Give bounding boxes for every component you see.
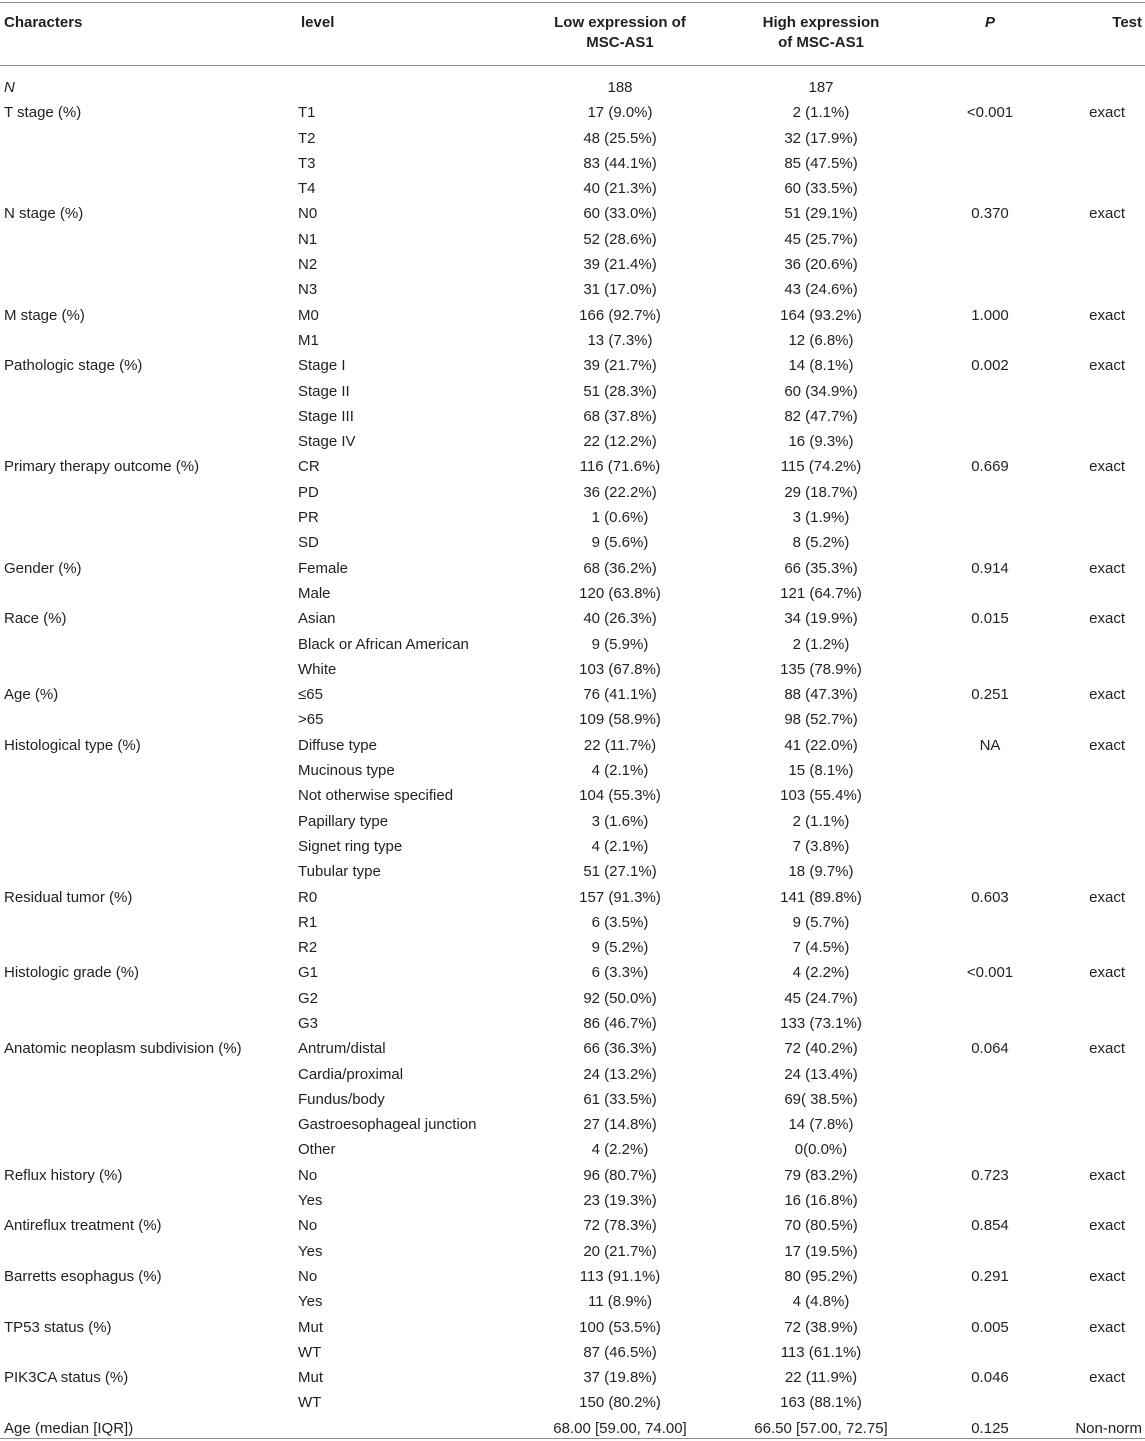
cell-p: 0.914	[971, 559, 1009, 577]
cell-low: 9 (5.9%)	[591, 635, 649, 653]
cell-low: 113 (91.1%)	[579, 1267, 661, 1285]
cell-p: 0.669	[971, 458, 1009, 476]
cell-characters: Age (%)	[4, 686, 59, 704]
cell-level: Other	[298, 1141, 336, 1159]
cell-p: 0.002	[971, 357, 1009, 375]
cell-low: 4 (2.2%)	[591, 1141, 649, 1159]
table-row	[0, 758, 1145, 783]
header-low-line1: Low expression of	[554, 14, 686, 31]
table-row	[0, 910, 1145, 935]
cell-test: exact	[1089, 559, 1125, 577]
cell-test: exact	[1089, 1217, 1125, 1235]
cell-low: 22 (11.7%)	[583, 736, 657, 754]
cell-p: 0.370	[971, 205, 1009, 223]
header-high-line1: High expression	[762, 14, 880, 31]
table-row	[0, 277, 1145, 302]
table-row	[0, 1264, 1145, 1289]
cell-high: 41 (22.0%)	[784, 736, 858, 754]
cell-level: Mucinous type	[298, 762, 395, 780]
table-row	[0, 986, 1145, 1011]
table-row	[0, 935, 1145, 960]
cell-characters: T stage (%)	[4, 104, 82, 122]
cell-level: Yes	[298, 1242, 323, 1260]
cell-test: exact	[1089, 104, 1125, 122]
cell-high: 60 (33.5%)	[784, 180, 858, 198]
table-row	[0, 1390, 1145, 1415]
cell-test: exact	[1089, 357, 1125, 375]
cell-level: No	[298, 1217, 318, 1235]
cell-low: 51 (27.1%)	[583, 863, 657, 881]
cell-characters: Race (%)	[4, 610, 67, 628]
table-row	[0, 328, 1145, 353]
table-body	[0, 75, 1145, 1441]
table-row	[0, 227, 1145, 252]
cell-high: 7 (3.8%)	[792, 837, 850, 855]
cell-p: 0.064	[971, 1040, 1009, 1058]
cell-high: 14 (7.8%)	[788, 1116, 854, 1134]
cell-high: 115 (74.2%)	[780, 458, 862, 476]
table-row	[0, 657, 1145, 682]
cell-p: 1.000	[971, 306, 1009, 324]
cell-high: 2 (1.2%)	[792, 635, 850, 653]
cell-p: NA	[979, 736, 1001, 754]
cell-low: 86 (46.7%)	[583, 1014, 657, 1032]
cell-low: 24 (13.2%)	[583, 1065, 657, 1083]
header-rule	[0, 65, 1145, 66]
cell-high: 15 (8.1%)	[788, 762, 854, 780]
cell-high: 98 (52.7%)	[784, 711, 858, 729]
cell-level: No	[298, 1166, 318, 1184]
cell-level: Yes	[298, 1293, 323, 1311]
cell-low: 3 (1.6%)	[591, 812, 649, 830]
cell-characters: Residual tumor (%)	[4, 888, 133, 906]
cell-high: 80 (95.2%)	[784, 1267, 858, 1285]
cell-level: G2	[298, 989, 319, 1007]
cell-level: CR	[298, 458, 320, 476]
table-row	[0, 834, 1145, 859]
cell-low: 9 (5.6%)	[591, 534, 649, 552]
cell-high: 16 (16.8%)	[784, 1192, 858, 1210]
cell-low: 36 (22.2%)	[583, 483, 657, 501]
cell-high: 163 (88.1%)	[780, 1394, 862, 1412]
cell-high: 24 (13.4%)	[784, 1065, 858, 1083]
cell-high: 43 (24.6%)	[784, 281, 858, 299]
cell-high: 72 (38.9%)	[784, 1318, 858, 1336]
cell-low: 40 (26.3%)	[583, 610, 657, 628]
cell-level: Mut	[298, 1318, 324, 1336]
cell-low: 66 (36.3%)	[583, 1040, 657, 1058]
cell-level: ≤65	[298, 686, 323, 704]
cell-characters: Gender (%)	[4, 559, 82, 577]
cell-level: No	[298, 1267, 318, 1285]
cell-level: Female	[298, 559, 349, 577]
cell-level: N2	[298, 256, 318, 274]
cell-low: 40 (21.3%)	[583, 180, 657, 198]
table-row	[0, 885, 1145, 910]
table-row	[0, 1239, 1145, 1264]
cell-low: 23 (19.3%)	[583, 1192, 657, 1210]
cell-low: 22 (12.2%)	[583, 433, 657, 451]
cell-test: exact	[1089, 686, 1125, 704]
cell-level: Male	[298, 584, 331, 602]
cell-low: 100 (53.5%)	[579, 1318, 661, 1336]
cell-high: 72 (40.2%)	[784, 1040, 858, 1058]
cell-test: exact	[1089, 1369, 1125, 1387]
cell-low: 60 (33.0%)	[583, 205, 657, 223]
cell-characters: Histologic grade (%)	[4, 964, 140, 982]
table-row	[0, 201, 1145, 226]
table-row	[0, 1315, 1145, 1340]
cell-low: 13 (7.3%)	[587, 331, 653, 349]
cell-low: 76 (41.1%)	[583, 686, 657, 704]
cell-high: 36 (20.6%)	[784, 256, 858, 274]
table-row	[0, 581, 1145, 606]
cell-level: Stage II	[298, 382, 350, 400]
cell-high: 45 (24.7%)	[784, 989, 858, 1007]
cell-characters: Anatomic neoplasm subdivision (%)	[4, 1040, 242, 1058]
cell-test: exact	[1089, 306, 1125, 324]
cell-high: 85 (47.5%)	[784, 154, 858, 172]
cell-level: SD	[298, 534, 319, 552]
cell-high: 135 (78.9%)	[780, 660, 862, 678]
cell-low: 188	[607, 79, 633, 96]
table-row	[0, 1112, 1145, 1137]
table-row	[0, 379, 1145, 404]
cell-level: WT	[298, 1394, 322, 1412]
table-row	[0, 1213, 1145, 1238]
cell-low: 61 (33.5%)	[583, 1090, 657, 1108]
table-row	[0, 252, 1145, 277]
cell-high: 2 (1.1%)	[792, 812, 850, 830]
cell-high: 141 (89.8%)	[780, 888, 862, 906]
cell-high: 69( 38.5%)	[784, 1090, 858, 1108]
table-row	[0, 1163, 1145, 1188]
cell-characters: Histological type (%)	[4, 736, 141, 754]
cell-level: Mut	[298, 1369, 324, 1387]
header-level: level	[301, 14, 335, 31]
cell-high: 14 (8.1%)	[788, 357, 854, 375]
table-row	[0, 303, 1145, 328]
cell-low: 17 (9.0%)	[587, 104, 653, 122]
table-row	[0, 556, 1145, 581]
table-row	[0, 1188, 1145, 1213]
header-low-expression	[530, 13, 710, 53]
cell-characters: PIK3CA status (%)	[4, 1369, 129, 1387]
cell-low: 68.00 [59.00, 74.00]	[553, 1419, 687, 1437]
cell-low: 68 (37.8%)	[583, 407, 657, 425]
table-row	[0, 404, 1145, 429]
cell-low: 72 (78.3%)	[583, 1217, 657, 1235]
cell-high: 9 (5.7%)	[792, 913, 850, 931]
cell-p: <0.001	[966, 964, 1014, 982]
cell-low: 39 (21.7%)	[583, 357, 657, 375]
table-row	[0, 454, 1145, 479]
cell-characters: Barretts esophagus (%)	[4, 1267, 162, 1285]
cell-level: Signet ring type	[298, 837, 403, 855]
table-row	[0, 783, 1145, 808]
cell-characters: Antireflux treatment (%)	[4, 1217, 162, 1235]
cell-low: 96 (80.7%)	[583, 1166, 657, 1184]
cell-test: exact	[1089, 458, 1125, 476]
cell-level: Cardia/proximal	[298, 1065, 404, 1083]
cell-characters: N stage (%)	[4, 205, 84, 223]
table-row	[0, 151, 1145, 176]
table-row	[0, 682, 1145, 707]
cell-high: 121 (64.7%)	[780, 584, 862, 602]
cell-high: 12 (6.8%)	[788, 331, 854, 349]
cell-test: exact	[1089, 1267, 1125, 1285]
cell-level: PR	[298, 509, 319, 527]
cell-characters: M stage (%)	[4, 306, 85, 324]
table-row	[0, 1011, 1145, 1036]
table-row	[0, 429, 1145, 454]
cell-high: 103 (55.4%)	[780, 787, 862, 805]
cell-characters: N	[4, 79, 15, 96]
cell-low: 51 (28.3%)	[583, 382, 657, 400]
cell-low: 11 (8.9%)	[588, 1293, 652, 1311]
cell-high: 82 (47.7%)	[784, 407, 858, 425]
cell-p: 0.015	[971, 610, 1009, 628]
cell-level: R0	[298, 888, 318, 906]
header-characters: Characters	[4, 14, 83, 31]
cell-low: 52 (28.6%)	[583, 230, 657, 248]
table-row	[0, 606, 1145, 631]
cell-level: Not otherwise specified	[298, 787, 454, 805]
cell-low: 166 (92.7%)	[579, 306, 661, 324]
cell-level: Yes	[298, 1192, 323, 1210]
header-high-expression	[731, 13, 911, 53]
cell-p: <0.001	[966, 104, 1014, 122]
cell-high: 66 (35.3%)	[784, 559, 858, 577]
table-row	[0, 809, 1145, 834]
cell-level: PD	[298, 483, 319, 501]
cell-level: Antrum/distal	[298, 1040, 386, 1058]
table-row	[0, 707, 1145, 732]
cell-level: T2	[298, 129, 316, 147]
cell-low: 4 (2.1%)	[591, 837, 649, 855]
cell-low: 6 (3.5%)	[591, 913, 649, 931]
cell-low: 150 (80.2%)	[579, 1394, 661, 1412]
cell-level: White	[298, 660, 337, 678]
cell-test: exact	[1089, 205, 1125, 223]
table-row	[0, 1365, 1145, 1390]
table-row	[0, 960, 1145, 985]
cell-p: 0.005	[971, 1318, 1009, 1336]
cell-p: 0.046	[971, 1369, 1009, 1387]
cell-level: G3	[298, 1014, 319, 1032]
cell-level: M1	[298, 331, 319, 349]
cell-high: 88 (47.3%)	[784, 686, 858, 704]
table-row	[0, 1036, 1145, 1061]
cell-high: 133 (73.1%)	[780, 1014, 862, 1032]
cell-high: 8 (5.2%)	[792, 534, 850, 552]
cell-test: Non-norm	[1075, 1419, 1142, 1437]
header-high-line2: of MSC-AS1	[778, 34, 864, 51]
cell-low: 37 (19.8%)	[583, 1369, 657, 1387]
cell-high: 0(0.0%)	[794, 1141, 848, 1159]
cell-low: 157 (91.3%)	[579, 888, 661, 906]
cell-characters: Primary therapy outcome (%)	[4, 458, 200, 476]
cell-low: 68 (36.2%)	[583, 559, 657, 577]
cell-high: 17 (19.5%)	[784, 1242, 858, 1260]
cell-low: 39 (21.4%)	[583, 256, 657, 274]
cell-low: 1 (0.6%)	[591, 509, 649, 527]
cell-p: 0.854	[971, 1217, 1009, 1235]
table-row	[0, 733, 1145, 758]
bottom-rule	[0, 1438, 1145, 1439]
cell-low: 31 (17.0%)	[583, 281, 657, 299]
cell-p: 0.125	[971, 1419, 1009, 1437]
cell-high: 60 (34.9%)	[784, 382, 858, 400]
table-row	[0, 632, 1145, 657]
cell-level: T4	[298, 180, 316, 198]
cell-low: 83 (44.1%)	[583, 154, 657, 172]
table-row	[0, 1137, 1145, 1162]
cell-low: 92 (50.0%)	[583, 989, 657, 1007]
cell-test: exact	[1089, 1318, 1125, 1336]
cell-test: exact	[1089, 610, 1125, 628]
cell-high: 29 (18.7%)	[784, 483, 858, 501]
table-row	[0, 505, 1145, 530]
cell-low: 109 (58.9%)	[579, 711, 661, 729]
table-row	[0, 126, 1145, 151]
table-row	[0, 1289, 1145, 1314]
table-row	[0, 530, 1145, 555]
cell-level: Gastroesophageal junction	[298, 1116, 477, 1134]
cell-high: 22 (11.9%)	[784, 1369, 858, 1387]
cell-characters: Pathologic stage (%)	[4, 357, 143, 375]
header-p-value: P	[984, 14, 995, 31]
cell-test: exact	[1089, 964, 1125, 982]
cell-p: 0.291	[971, 1267, 1009, 1285]
cell-level: Stage IV	[298, 433, 356, 451]
cell-level: G1	[298, 964, 319, 982]
cell-level: T1	[298, 104, 316, 122]
cell-level: R1	[298, 913, 318, 931]
table-row	[0, 100, 1145, 125]
cell-characters: Reflux history (%)	[4, 1166, 123, 1184]
cell-high: 7 (4.5%)	[792, 939, 850, 957]
header-test: Test	[1112, 14, 1142, 31]
cell-low: 6 (3.3%)	[591, 964, 649, 982]
cell-high: 16 (9.3%)	[788, 433, 854, 451]
cell-level: M0	[298, 306, 319, 324]
cell-high: 18 (9.7%)	[788, 863, 854, 881]
cell-high: 51 (29.1%)	[784, 205, 858, 223]
table-row	[0, 1087, 1145, 1112]
table-row	[0, 1340, 1145, 1365]
cell-high: 79 (83.2%)	[784, 1166, 858, 1184]
cell-characters: Age (median [IQR])	[4, 1419, 134, 1437]
cell-level: T3	[298, 154, 316, 172]
cell-level: Asian	[298, 610, 336, 628]
cell-low: 4 (2.1%)	[591, 762, 649, 780]
top-rule	[0, 2, 1145, 3]
cell-p: 0.251	[971, 686, 1009, 704]
cell-characters: TP53 status (%)	[4, 1318, 112, 1336]
cell-low: 27 (14.8%)	[583, 1116, 657, 1134]
cell-low: 20 (21.7%)	[583, 1242, 657, 1260]
cell-test: exact	[1089, 736, 1125, 754]
cell-level: Diffuse type	[298, 736, 377, 754]
cell-high: 45 (25.7%)	[784, 230, 858, 248]
cell-test: exact	[1089, 1166, 1125, 1184]
table-row	[0, 176, 1145, 201]
table-row	[0, 859, 1145, 884]
cell-level: Stage I	[298, 357, 346, 375]
table-row	[0, 480, 1145, 505]
cell-high: 113 (61.1%)	[780, 1343, 862, 1361]
cell-level: Fundus/body	[298, 1090, 385, 1108]
cell-level: R2	[298, 939, 318, 957]
cell-test: exact	[1089, 888, 1125, 906]
cell-high: 2 (1.1%)	[792, 104, 850, 122]
cell-level: Papillary type	[298, 812, 389, 830]
cell-level: N3	[298, 281, 318, 299]
table-row	[0, 353, 1145, 378]
cell-low: 48 (25.5%)	[583, 129, 657, 147]
table-row	[0, 1062, 1145, 1087]
cell-low: 120 (63.8%)	[579, 584, 661, 602]
cell-high: 34 (19.9%)	[784, 610, 858, 628]
cell-high: 164 (93.2%)	[780, 306, 862, 324]
cell-high: 4 (4.8%)	[792, 1293, 850, 1311]
cell-high: 187	[808, 79, 834, 96]
cell-low: 87 (46.5%)	[583, 1343, 657, 1361]
cell-p: 0.723	[971, 1166, 1009, 1184]
cell-high: 4 (2.2%)	[792, 964, 850, 982]
cell-high: 70 (80.5%)	[784, 1217, 858, 1235]
cell-low: 116 (71.6%)	[579, 458, 661, 476]
cell-level: WT	[298, 1343, 322, 1361]
cell-level: Black or African American	[298, 635, 469, 653]
cell-level: Tubular type	[298, 863, 381, 881]
cell-level: N0	[298, 205, 318, 223]
cell-test: exact	[1089, 1040, 1125, 1058]
cell-low: 103 (67.8%)	[579, 660, 661, 678]
cell-level: Stage III	[298, 407, 354, 425]
cell-high: 32 (17.9%)	[784, 129, 858, 147]
cell-level: N1	[298, 230, 318, 248]
cell-high: 3 (1.9%)	[792, 509, 850, 527]
cell-high: 66.50 [57.00, 72.75]	[754, 1419, 888, 1437]
header-low-line2: MSC-AS1	[586, 34, 654, 51]
cell-level: >65	[298, 711, 324, 729]
table-row	[0, 75, 1145, 100]
cell-low: 9 (5.2%)	[591, 939, 649, 957]
cell-p: 0.603	[971, 888, 1009, 906]
cell-low: 104 (55.3%)	[579, 787, 661, 805]
